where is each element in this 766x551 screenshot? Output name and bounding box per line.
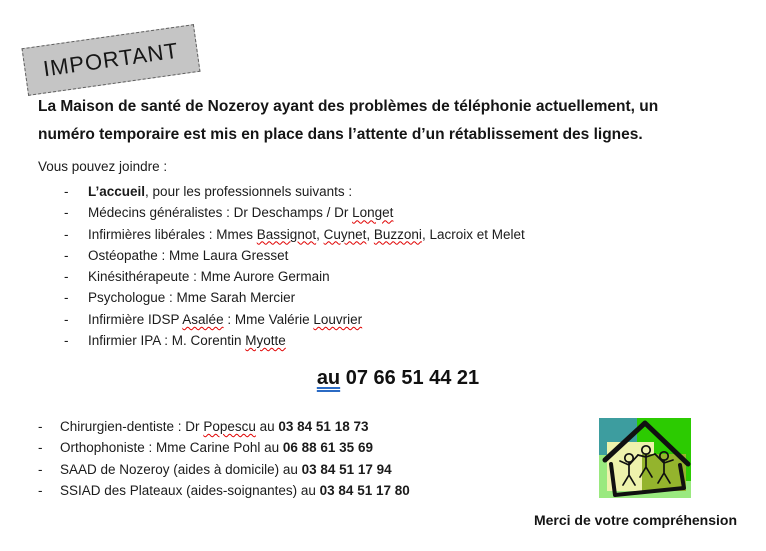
house-with-people-icon <box>599 418 691 498</box>
text-segment: 06 88 61 35 69 <box>282 440 373 456</box>
headline-line-1: La Maison de santé de Nozeroy ayant des problèmes de téléphonie actuellement, un <box>38 98 659 115</box>
misspelled-word: Asalée <box>182 311 224 327</box>
thanks-text: Merci de votre compréhension <box>533 512 737 528</box>
text-segment: Ostéopathe : Mme Laura Gresset <box>88 247 289 263</box>
text-segment: , pour les professionnels suivants : <box>145 184 353 199</box>
list-item <box>64 245 525 266</box>
text-segment: , <box>366 226 374 242</box>
intro-text: Vous pouvez joindre : <box>38 159 168 174</box>
text-segment: 07 66 51 44 21 <box>340 367 480 389</box>
list-item <box>64 181 525 202</box>
text-segment: Infirmier IPA : M. Corentin <box>88 333 246 349</box>
text-segment: SSIAD des Plateaux (aides-soignantes) au <box>60 482 320 498</box>
important-stamp <box>22 24 201 96</box>
text-segment: SAAD de Nozeroy (aides à domicile) au <box>60 461 302 477</box>
text-segment: , Lacroix et Melet <box>421 226 525 242</box>
text-segment: Orthophoniste : Mme Carine Pohl au <box>60 440 283 456</box>
text-segment: au <box>255 419 279 434</box>
list-item <box>38 437 410 458</box>
notice-headline <box>38 93 750 148</box>
professionals-list <box>64 181 525 351</box>
misspelled-word: Longet <box>352 205 394 221</box>
text-segment: Infirmière IDSP <box>88 311 183 327</box>
text-segment: 03 84 51 17 80 <box>319 482 410 498</box>
temporary-phone-number <box>30 364 766 392</box>
text-segment: Psychologue : Mme Sarah Mercier <box>88 290 296 306</box>
text-segment: L’accueil <box>88 184 146 199</box>
list-item <box>38 480 410 501</box>
list-item <box>64 287 525 308</box>
list-item <box>64 224 525 245</box>
misspelled-word: Cuynet <box>323 226 367 242</box>
list-item <box>38 459 410 480</box>
misspelled-word: Buzzoni <box>373 226 422 242</box>
list-item <box>38 416 410 437</box>
list-item <box>64 330 525 351</box>
list-item <box>64 309 525 330</box>
external-contacts-list <box>38 416 410 501</box>
text-segment: Chirurgien-dentiste : Dr <box>60 419 204 434</box>
misspelled-word: Louvrier <box>313 311 363 327</box>
text-segment: Médecins généralistes : Dr Deschamps / Dr <box>88 205 353 221</box>
text-segment: 03 84 51 17 94 <box>301 461 392 477</box>
text-segment: Kinésithérapeute : Mme Aurore Germain <box>88 269 330 285</box>
health-center-logo <box>599 418 691 498</box>
text-segment: , <box>316 226 324 242</box>
important-stamp-label: IMPORTANT <box>41 37 181 82</box>
text-segment: Infirmières libérales : Mmes <box>88 226 257 242</box>
headline-line-2: numéro temporaire est mis en place dans l’attente d’un rétablissement des lignes. <box>38 125 643 143</box>
misspelled-word: Myotte <box>245 333 286 349</box>
list-item <box>64 202 525 223</box>
text-segment: : Mme Valérie <box>223 311 314 327</box>
misspelled-word: Bassignot <box>256 226 317 242</box>
list-item <box>64 266 525 287</box>
grammar-flagged-word: au <box>316 367 341 389</box>
text-segment: 03 84 51 18 73 <box>278 419 369 434</box>
misspelled-word: Popescu <box>203 419 256 434</box>
